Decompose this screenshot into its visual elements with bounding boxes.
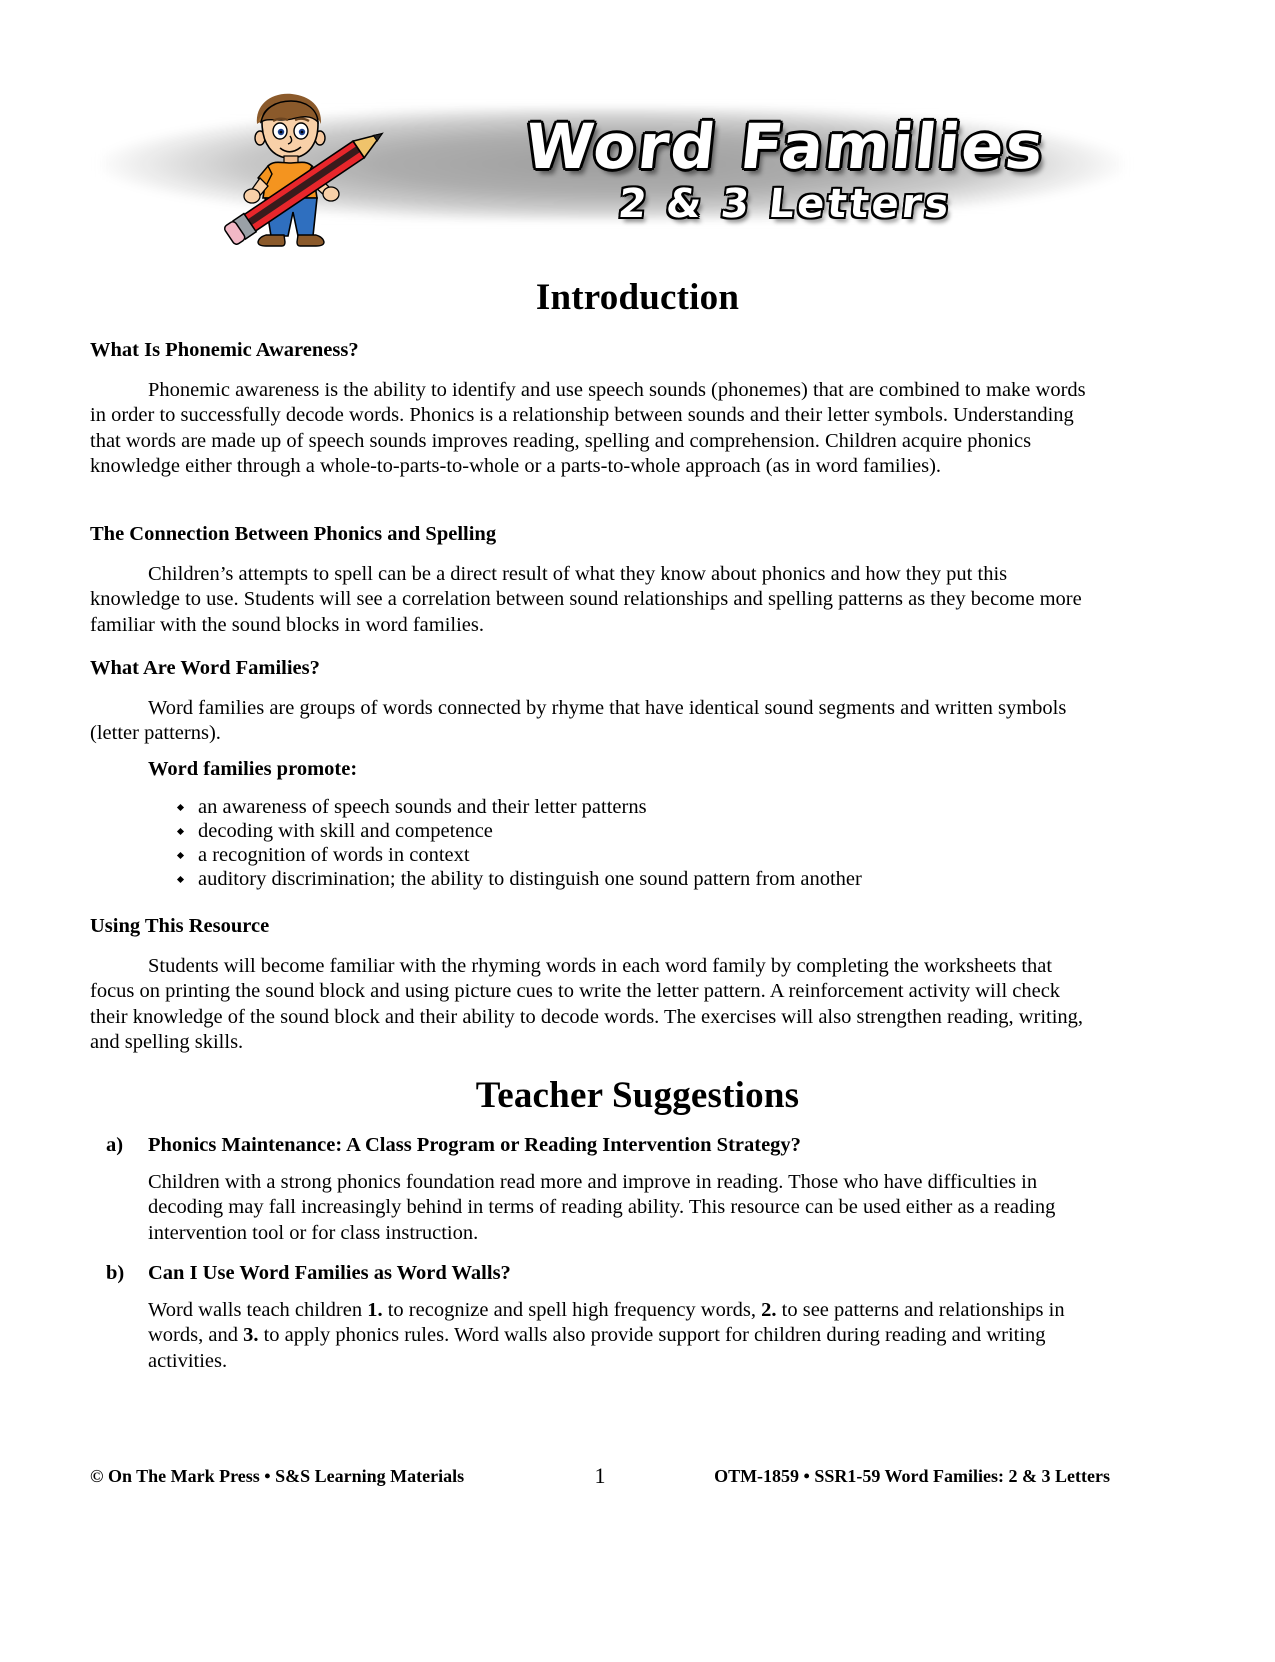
footer-page-number: 1 xyxy=(594,1463,606,1488)
text-part: Word walls teach children xyxy=(148,1299,368,1321)
teacher-suggestion-b-title: Can I Use Word Families as Word Walls? xyxy=(148,1262,511,1284)
introduction-heading: Introduction xyxy=(535,277,740,318)
subheading-word-families-promote: Word families promote: xyxy=(148,758,358,780)
section-heading-phonics-spelling: The Connection Between Phonics and Spelling xyxy=(90,523,497,545)
text-part: to recognize and spell high frequency words, xyxy=(382,1299,762,1321)
masthead-title: Word Families xyxy=(521,110,1049,183)
teacher-suggestion-b-label: b) xyxy=(106,1262,125,1284)
teacher-suggestion-a-body: Children with a strong phonics foundation read more and improve in reading. Those who have difficulties in decoding may fall increasingly behind in terms of reading ability. This resource can be used either as a reading intervention tool or for class instruction. xyxy=(148,1171,1056,1244)
numbered-marker-1: 1. xyxy=(367,1299,383,1321)
section-body-phonics-spelling: Children’s attempts to spell can be a direct result of what they know about phonics and how they put this knowledge to use. Students will see a correlation between sound relationships and spelling patterns as they become more familiar with the sound blocks in word families. xyxy=(90,563,1082,636)
numbered-marker-3: 3. xyxy=(243,1324,259,1347)
teacher-suggestion-a-title: Phonics Maintenance: A Class Program or Reading Intervention Strategy? xyxy=(148,1134,801,1156)
teacher-suggestion-a-label: a) xyxy=(106,1134,124,1156)
list-item: an awareness of speech sounds and their letter patterns xyxy=(160,795,862,819)
section-body-using-this-resource: Students will become familiar with the rhyming words in each word family by completing the worksheets that focus on printing the sound block and using picture cues to write the letter pattern. A reinforcement activity will check their knowledge of the sound block and their ability to decode words. The exercises will also strengthen reading, writing, and spelling skills. xyxy=(90,955,1084,1054)
teacher-suggestion-b-body xyxy=(148,1298,1103,1374)
list-item: decoding with skill and competence xyxy=(160,819,862,843)
masthead-banner xyxy=(95,78,1130,253)
list-item: a recognition of words in context xyxy=(160,843,862,867)
section-body-word-families: Word families are groups of words connected by rhyme that have identical sound segments and written symbols (letter patterns). xyxy=(90,697,1067,745)
numbered-marker-2: 2. xyxy=(761,1299,777,1321)
section-heading-phonemic-awareness: What Is Phonemic Awareness? xyxy=(90,339,359,361)
section-heading-using-this-resource: Using This Resource xyxy=(90,915,270,937)
text-part: to see patterns and relationships in words, and xyxy=(148,1299,1065,1347)
word-families-promote-list xyxy=(160,795,862,891)
section-body-phonemic-awareness: Phonemic awareness is the ability to identify and use speech sounds (phonemes) that are combined to make words in order to successfully decode words. Phonics is a relationship between sounds and their letter symbols. Understanding that words are made up of speech sounds improves reading, spelling and comprehension. Children acquire phonics knowledge either through a whole-to-parts-to-whole or a parts-to-whole approach (as in word families). xyxy=(90,379,1086,478)
list-item: auditory discrimination; the ability to distinguish one sound pattern from another xyxy=(160,867,862,891)
section-heading-word-families: What Are Word Families? xyxy=(90,657,320,679)
page-footer xyxy=(90,1463,1110,1492)
footer-product-code: OTM-1859 • SSR1-59 Word Families: 2 & 3 Letters xyxy=(714,1466,1110,1486)
text-part: to apply phonics rules. Word walls also provide support for children during reading and writing activities. xyxy=(148,1324,1046,1372)
footer-publisher: © On The Mark Press • S&S Learning Materials xyxy=(90,1466,465,1486)
boy-with-pencil-icon xyxy=(200,86,450,251)
masthead-subtitle: 2 & 3 Letters xyxy=(616,181,954,227)
teacher-suggestions-heading: Teacher Suggestions xyxy=(475,1075,800,1116)
